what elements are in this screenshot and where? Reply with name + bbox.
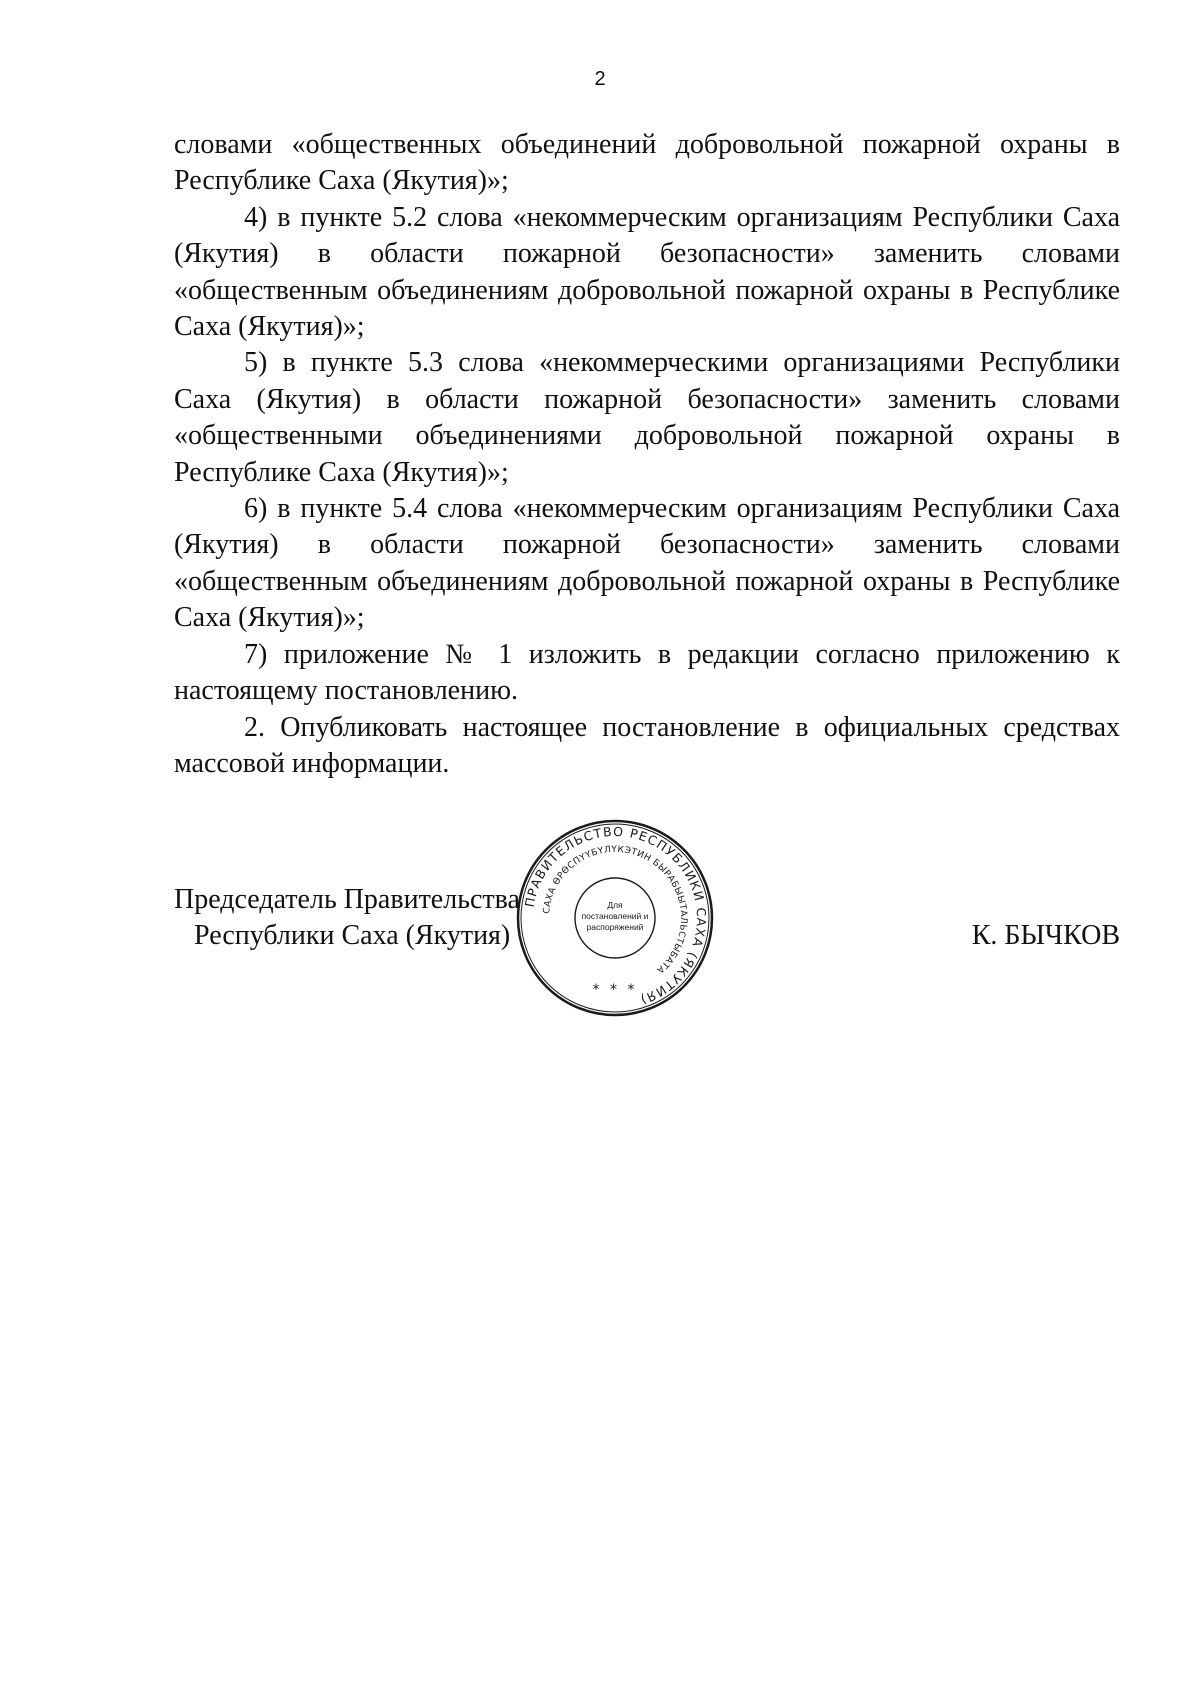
seal-inner-textpath: САХА ӨРӨСПҮҮБҮЛҮКЭТИН БЫРАБЫЫТАЛЬСТЫБАТА xyxy=(542,844,689,975)
official-seal xyxy=(515,818,715,1018)
signatory-name: К. БЫЧКОВ xyxy=(971,920,1120,951)
signatory-title-line2: Республики Саха (Якутия) xyxy=(194,920,511,951)
paragraph-item-7: 7) приложение № 1 изложить в редакции согласно приложению к настоящему постановлению. xyxy=(174,638,1120,707)
signatory-title-line1: Председатель Правительства xyxy=(174,884,520,915)
paragraph-continuation: словами «общественных объединений добровольной пожарной охраны в Республике Саха (Якутия)»; xyxy=(174,129,1120,197)
seal-stars: * * * xyxy=(592,982,638,998)
paragraph-item-6: 6) в пункте 5.4 слова «некоммерческим организациям Республики Саха (Якутия) в области пожарной безопасности» заменить словами «общественным объединениям добровольной пожарной охраны в Республике Саха (Якутия)»; xyxy=(174,493,1120,634)
seal-center-line1: Для xyxy=(607,900,623,910)
seal-center-line3: распоряжений xyxy=(586,922,644,932)
seal-center-line2: постановлений и xyxy=(581,911,649,921)
paragraph-item-4: 4) в пункте 5.2 слова «некоммерческим организациям Республики Саха (Якутия) в области пожарной безопасности» заменить словами «общественным объединениям добровольной пожарной охраны в Республике Саха (Якутия)»; xyxy=(174,201,1120,343)
seal-outer-textpath: ПРАВИТЕЛЬСТВО РЕСПУБЛИКИ САХА (ЯКУТИЯ) xyxy=(521,823,710,1008)
document-body xyxy=(174,127,1120,782)
paragraph-publish: 2. Опубликовать настоящее постановление в официальных средствах массовой информации. xyxy=(174,711,1120,779)
paragraph-item-5: 5) в пункте 5.3 слова «некоммерческими организациями Республики Саха (Якутия) в области пожарной безопасности» заменить словами «общественными объединениями добровольной пожарной охраны в Республике Саха (Якутия)»; xyxy=(174,347,1120,488)
page-number: 2 xyxy=(594,68,606,90)
